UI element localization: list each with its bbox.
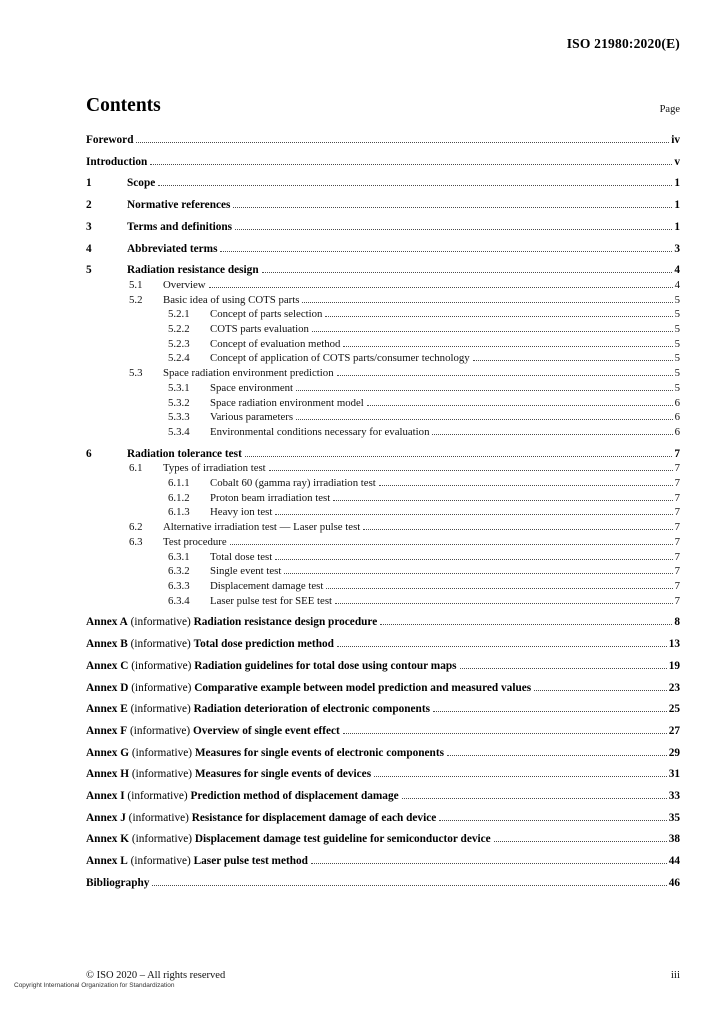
toc-entry-number: 5.3 [129, 367, 143, 380]
toc-leader-dots [473, 360, 673, 361]
toc-entry-label [86, 746, 444, 761]
toc-entry-label: Test procedure [163, 535, 227, 548]
toc-leader-dots [296, 419, 673, 420]
toc-leader-dots [233, 207, 672, 208]
toc-entry-label: Concept of parts selection [210, 308, 323, 321]
toc-entry-label: Overview [163, 278, 206, 291]
toc-entry-number: 6.3.3 [168, 579, 190, 592]
toc-entry-label [86, 811, 436, 826]
toc-entry-label: COTS parts evaluation [210, 323, 309, 336]
toc-leader-dots [209, 287, 673, 288]
toc-entry-number: 5.3.4 [168, 425, 190, 438]
toc-entry[interactable] [86, 322, 680, 337]
toc-entry-page: 6 [674, 396, 680, 409]
toc-leader-dots [363, 529, 672, 530]
toc-entry-page: 1 [674, 177, 680, 190]
page-number: iii [670, 969, 680, 981]
toc-entry-label: Displacement damage test [210, 579, 324, 592]
toc-annex-prefix: Annex F [86, 724, 128, 737]
toc-entry-page: 38 [668, 833, 680, 846]
toc-annex-qualifier: (informative) [129, 746, 195, 759]
toc-leader-dots [402, 798, 667, 799]
toc-entry[interactable] [86, 263, 680, 278]
toc-leader-dots [337, 375, 673, 376]
toc-entry-label: Bibliography [86, 876, 150, 889]
toc-leader-dots [152, 885, 666, 886]
toc-entry[interactable] [86, 293, 680, 308]
toc-entry[interactable] [86, 832, 680, 847]
toc-entry[interactable] [86, 351, 680, 366]
toc-entry-page: 4 [674, 278, 680, 291]
toc-entry[interactable] [86, 461, 680, 476]
toc-entry-page: 5 [674, 352, 680, 365]
toc-entry[interactable] [86, 767, 680, 782]
toc-entry[interactable] [86, 550, 680, 565]
toc-entry-page: 23 [668, 681, 680, 694]
toc-annex-title: Radiation guidelines for total dose using contour maps [194, 659, 457, 672]
toc-annex-title: Laser pulse test method [193, 855, 308, 868]
toc-leader-dots [312, 331, 673, 332]
toc-entry[interactable] [86, 133, 680, 148]
toc-entry-number: 2 [86, 199, 92, 212]
toc-annex-prefix: Annex E [86, 703, 128, 716]
toc-leader-dots [367, 405, 673, 406]
toc-entry-page: 19 [668, 659, 680, 672]
toc-entry[interactable] [86, 681, 680, 696]
toc-leader-dots [337, 646, 667, 647]
toc-entry-page: 7 [674, 491, 680, 504]
toc-annex-qualifier: (informative) [128, 681, 195, 694]
toc-entry-label [86, 789, 399, 804]
toc-entry-page: 7 [674, 477, 680, 490]
toc-leader-dots [343, 733, 667, 734]
toc-annex-prefix: Annex L [86, 855, 128, 868]
contents-title: Contents [86, 95, 161, 116]
toc-entry-number: 5.2 [129, 293, 143, 306]
toc-entry-page: 46 [668, 876, 680, 889]
toc-entry-label: Single event test [210, 565, 282, 578]
toc-entry-number: 6.3 [129, 535, 143, 548]
toc-entry-page: 7 [674, 550, 680, 563]
toc-entry-number: 5.3.2 [168, 396, 190, 409]
toc-leader-dots [136, 142, 669, 143]
toc-entry-label [86, 637, 334, 652]
page-footer [86, 969, 680, 981]
toc-entry[interactable] [86, 198, 680, 213]
toc-entry-page: 7 [674, 579, 680, 592]
toc-entry-number: 6.3.2 [168, 565, 190, 578]
toc-leader-dots [296, 390, 673, 391]
toc-annex-qualifier: (informative) [129, 768, 195, 781]
toc-annex-title: Comparative example between model prediction and measured values [194, 681, 532, 694]
toc-entry-page: 33 [668, 790, 680, 803]
toc-leader-dots [158, 185, 672, 186]
toc-entry-number: 3 [86, 220, 92, 233]
toc-entry[interactable] [86, 476, 680, 491]
toc-leader-dots [325, 316, 672, 317]
toc-entry-number: 6.3.4 [168, 594, 190, 607]
toc-entry-label: Total dose test [210, 550, 273, 563]
toc-leader-dots [230, 544, 673, 545]
toc-entry-page: 6 [674, 411, 680, 424]
toc-leader-dots [275, 514, 672, 515]
toc-entry[interactable] [86, 337, 680, 352]
toc-annex-title: Measures for single events of electronic components [194, 746, 444, 759]
copyright-notice: © ISO 2020 – All rights reserved [86, 970, 226, 981]
toc-entry-label: Types of irradiation test [163, 462, 266, 475]
contents-header [86, 95, 680, 117]
toc-entry[interactable] [86, 381, 680, 396]
toc-entry-label: Scope [127, 177, 156, 190]
toc-entry[interactable] [86, 746, 680, 761]
toc-entry-label: Heavy ion test [210, 506, 273, 519]
toc-leader-dots [275, 559, 672, 560]
toc-annex-prefix: Annex G [86, 746, 129, 759]
toc-entry-number: 5.3.1 [168, 381, 190, 394]
toc-leader-dots [534, 690, 667, 691]
toc-annex-qualifier: (informative) [127, 724, 193, 737]
toc-leader-dots [379, 485, 673, 486]
toc-entry-number: 5.1 [129, 278, 143, 291]
toc-entry-label [86, 832, 491, 847]
toc-entry-number: 5.2.3 [168, 337, 190, 350]
toc-entry-page: 5 [674, 381, 680, 394]
toc-entry-label [86, 615, 377, 630]
toc-entry-page: 44 [668, 855, 680, 868]
toc-entry[interactable] [86, 615, 680, 630]
toc-entry[interactable] [86, 242, 680, 257]
document-reference: ISO 21980:2020(E) [566, 36, 680, 51]
toc-entry-number: 6.1.2 [168, 491, 190, 504]
toc-entry-number: 4 [86, 242, 92, 255]
toc-leader-dots [245, 456, 673, 457]
toc-entry[interactable] [86, 520, 680, 535]
toc-leader-dots [433, 711, 667, 712]
toc-entry[interactable] [86, 724, 680, 739]
toc-annex-title: Displacement damage test guideline for semiconductor device [194, 833, 491, 846]
toc-annex-title: Radiation deterioration of electronic components [193, 703, 430, 716]
toc-entry-number: 6.2 [129, 521, 143, 534]
toc-entry[interactable] [86, 505, 680, 520]
toc-entry-label: Abbreviated terms [127, 242, 218, 255]
toc-entry-number: 6 [86, 447, 92, 460]
page-column-label: Page [659, 104, 680, 115]
toc-entry-number: 5.2.1 [168, 308, 190, 321]
toc-entry[interactable] [86, 307, 680, 322]
toc-entry-page: 4 [674, 264, 680, 277]
toc-entry-page: 13 [668, 638, 680, 651]
toc-annex-title: Prediction method of displacement damage [190, 790, 399, 803]
toc-entry-label: Space radiation environment model [210, 396, 364, 409]
toc-leader-dots [439, 820, 666, 821]
toc-leader-dots [262, 272, 673, 273]
toc-leader-dots [326, 588, 672, 589]
toc-entry[interactable] [86, 176, 680, 191]
toc-entry-label [86, 681, 531, 696]
toc-entry-label: Environmental conditions necessary for evaluation [210, 425, 430, 438]
toc-entry[interactable] [86, 811, 680, 826]
toc-entry-label: Radiation resistance design [127, 264, 259, 277]
toc-leader-dots [494, 841, 667, 842]
toc-entry[interactable] [86, 447, 680, 462]
toc-entry-label: Laser pulse test for SEE test [210, 594, 333, 607]
toc-entry-page: 5 [674, 337, 680, 350]
toc-entry-label: Foreword [86, 134, 134, 146]
toc-entry-page: 7 [674, 565, 680, 578]
toc-leader-dots [380, 624, 672, 625]
toc-entry-page: 35 [668, 811, 680, 824]
toc-entry-label: Space radiation environment prediction [163, 367, 334, 380]
toc-entry-label: Concept of evaluation method [210, 337, 341, 350]
toc-entry-page: iv [671, 134, 680, 146]
toc-leader-dots [284, 573, 672, 574]
toc-annex-prefix: Annex H [86, 768, 129, 781]
toc-entry[interactable] [86, 491, 680, 506]
toc-entry-page: 27 [668, 724, 680, 737]
toc-annex-prefix: Annex A [86, 616, 128, 629]
toc-leader-dots [302, 302, 672, 303]
toc-leader-dots [235, 229, 672, 230]
toc-entry-label: Concept of application of COTS parts/consumer technology [210, 352, 470, 365]
toc-leader-dots [343, 346, 672, 347]
toc-entry-label: Normative references [127, 199, 231, 212]
toc-annex-title: Total dose prediction method [193, 638, 334, 651]
toc-entry-page: 1 [674, 199, 680, 212]
toc-annex-title: Measures for single events of devices [194, 768, 372, 781]
toc-entry-label: Alternative irradiation test — Laser pulse test [163, 521, 361, 534]
toc-entry[interactable] [86, 278, 680, 293]
toc-leader-dots [447, 755, 667, 756]
toc-entry-number: 1 [86, 177, 92, 190]
toc-leader-dots [333, 500, 672, 501]
toc-annex-qualifier: (informative) [127, 616, 194, 629]
toc-list [86, 133, 680, 891]
toc-entry[interactable] [86, 220, 680, 235]
toc-entry-label: Radiation tolerance test [127, 447, 242, 460]
toc-entry-label: Space environment [210, 381, 294, 394]
toc-entry[interactable] [86, 535, 680, 550]
toc-entry-number: 6.1.1 [168, 477, 190, 490]
toc-entry-label [86, 724, 340, 739]
toc-entry[interactable] [86, 594, 680, 609]
toc-leader-dots [150, 164, 672, 165]
toc-entry-label [86, 659, 457, 674]
toc-annex-qualifier: (informative) [128, 659, 195, 672]
toc-entry[interactable] [86, 659, 680, 674]
toc-entry-label [86, 767, 371, 782]
toc-annex-prefix: Annex J [86, 811, 126, 824]
toc-entry-page: 25 [668, 703, 680, 716]
toc-leader-dots [311, 863, 667, 864]
toc-entry-number: 5.2.2 [168, 323, 190, 336]
toc-annex-qualifier: (informative) [127, 638, 194, 651]
toc-entry[interactable] [86, 396, 680, 411]
toc-entry-page: v [674, 155, 680, 168]
toc-entry-label [86, 854, 308, 869]
toc-entry-page: 7 [674, 506, 680, 519]
toc-entry[interactable] [86, 425, 680, 440]
license-watermark: Copyright International Organization for Standardization [14, 982, 175, 989]
toc-entry-label: Cobalt 60 (gamma ray) irradiation test [210, 477, 376, 490]
toc-entry[interactable] [86, 702, 680, 717]
toc-annex-title: Resistance for displacement damage of each device [191, 811, 437, 824]
toc-entry-page: 6 [674, 425, 680, 438]
toc-annex-qualifier: (informative) [127, 855, 194, 868]
toc-entry-number: 6.1.3 [168, 506, 190, 519]
toc-leader-dots [269, 470, 673, 471]
toc-entry-label: Various parameters [210, 411, 294, 424]
toc-leader-dots [220, 251, 672, 252]
toc-entry-page: 7 [674, 447, 680, 460]
toc-entry[interactable] [86, 366, 680, 381]
toc-entry-number: 6.1 [129, 462, 143, 475]
toc-annex-qualifier: (informative) [127, 703, 194, 716]
toc-entry-page: 1 [674, 220, 680, 233]
toc-entry-label: Basic idea of using COTS parts [163, 293, 300, 306]
toc-entry-page: 7 [674, 594, 680, 607]
toc-entry[interactable] [86, 789, 680, 804]
toc-entry-page: 29 [668, 746, 680, 759]
toc-entry-page: 5 [674, 293, 680, 306]
toc-entry-page: 7 [674, 462, 680, 475]
toc-entry-label: Proton beam irradiation test [210, 491, 331, 504]
toc-entry[interactable] [86, 854, 680, 869]
toc-entry-label [86, 702, 430, 717]
toc-entry-page: 5 [674, 367, 680, 380]
toc-entry[interactable] [86, 579, 680, 594]
toc-annex-prefix: Annex I [86, 790, 125, 803]
toc-entry-page: 5 [674, 308, 680, 321]
toc-annex-qualifier: (informative) [124, 790, 191, 803]
toc-entry-label: Terms and definitions [127, 220, 233, 233]
toc-entry-number: 6.3.1 [168, 550, 190, 563]
toc-entry-number: 5.3.3 [168, 411, 190, 424]
toc-leader-dots [374, 776, 667, 777]
toc-leader-dots [432, 434, 672, 435]
toc-entry-page: 7 [674, 521, 680, 534]
toc-entry-page: 3 [674, 242, 680, 255]
toc-entry-page: 31 [668, 768, 680, 781]
toc-entry[interactable] [86, 410, 680, 425]
toc-leader-dots [460, 668, 667, 669]
toc-annex-qualifier: (informative) [125, 811, 192, 824]
toc-entry-number: 5 [86, 264, 92, 277]
toc-entry[interactable] [86, 637, 680, 652]
toc-annex-prefix: Annex B [86, 638, 128, 651]
toc-annex-prefix: Annex C [86, 659, 129, 672]
toc-annex-prefix: Annex D [86, 681, 129, 694]
toc-entry-page: 7 [674, 535, 680, 548]
toc-annex-title: Overview of single event effect [193, 724, 340, 737]
toc-annex-title: Radiation resistance design procedure [193, 616, 378, 629]
toc-annex-qualifier: (informative) [129, 833, 195, 846]
toc-leader-dots [335, 603, 673, 604]
toc-entry-label: Introduction [86, 155, 148, 168]
toc-entry[interactable] [86, 155, 680, 170]
toc-entry-page: 8 [674, 616, 680, 629]
toc-entry[interactable] [86, 876, 680, 891]
toc-entry-page: 5 [674, 323, 680, 336]
toc-entry[interactable] [86, 564, 680, 579]
toc-entry-number: 5.2.4 [168, 352, 190, 365]
toc-annex-prefix: Annex K [86, 833, 129, 846]
